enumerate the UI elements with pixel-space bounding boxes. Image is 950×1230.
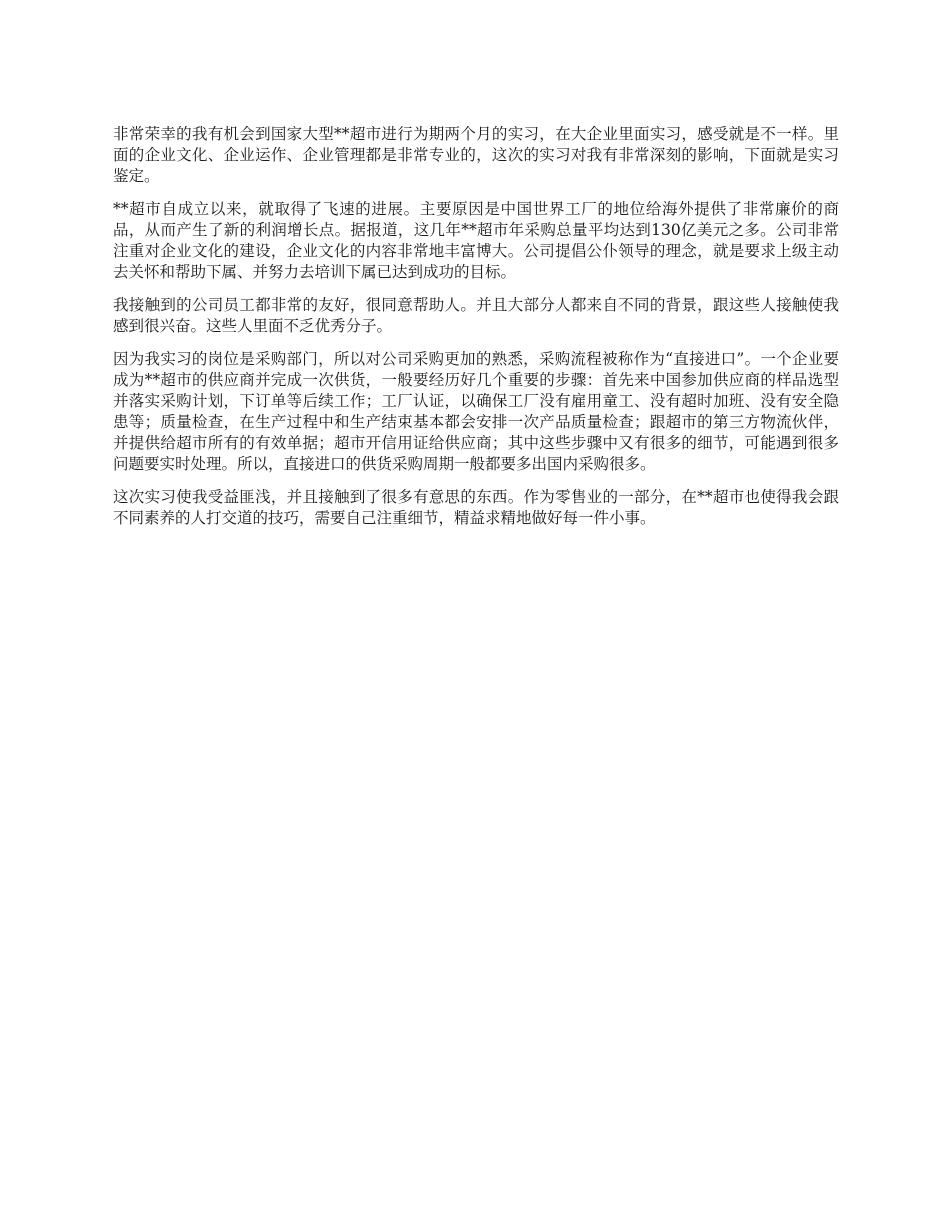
document-body (113, 124, 839, 529)
paragraph-company-growth: **超市自成立以来，就取得了飞速的进展。主要原因是中国世界工厂的地位给海外提供了非常廉价的商品，从而产生了新的利润增长点。据报道，这几年**超市年采购总量平均达到130亿美元之多。公司非常注重对企业文化的建设，企业文化的内容非常地丰富博大。公司提倡公仆领导的理念，就是要求上级主动去关怀和帮助下属、并努力去培训下属已达到成功的目标。 (113, 200, 839, 281)
paragraph-intro: 非常荣幸的我有机会到国家大型**超市进行为期两个月的实习，在大企业里面实习，感受就是不一样。里面的企业文化、企业运作、企业管理都是非常专业的，这次的实习对我有非常深刻的影响，下面就是实习鉴定。 (113, 125, 839, 185)
paragraph-procurement: 因为我实习的岗位是采购部门，所以对公司采购更加的熟悉，采购流程被称作为“直接进口”。一个企业要成为**超市的供应商并完成一次供货，一般要经历好几个重要的步骤：首先来中国参加供应商的样品选型并落实采购计划，下订单等后续工作；工厂认证，以确保工厂没有雇用童工、没有超时加班、没有安全隐患等；质量检查，在生产过程中和生产结束基本都会安排一次产品质量检查；跟超市的第三方物流伙伴，并提供给超市所有的有效单据；超市开信用证给供应商；其中这些步骤中又有很多的细节，可能遇到很多问题要实时处理。所以，直接进口的供货采购周期一般都要多出国内采购很多。 (113, 350, 839, 473)
paragraph-colleagues: 我接触到的公司员工都非常的友好，很同意帮助人。并且大部分人都来自不同的背景，跟这些人接触使我感到很兴奋。这些人里面不乏优秀分子。 (113, 296, 839, 335)
paragraph-conclusion: 这次实习使我受益匪浅，并且接触到了很多有意思的东西。作为零售业的一部分，在**超市也使得我会跟不同素养的人打交道的技巧，需要自己注重细节，精益求精地做好每一件小事。 (113, 488, 839, 527)
